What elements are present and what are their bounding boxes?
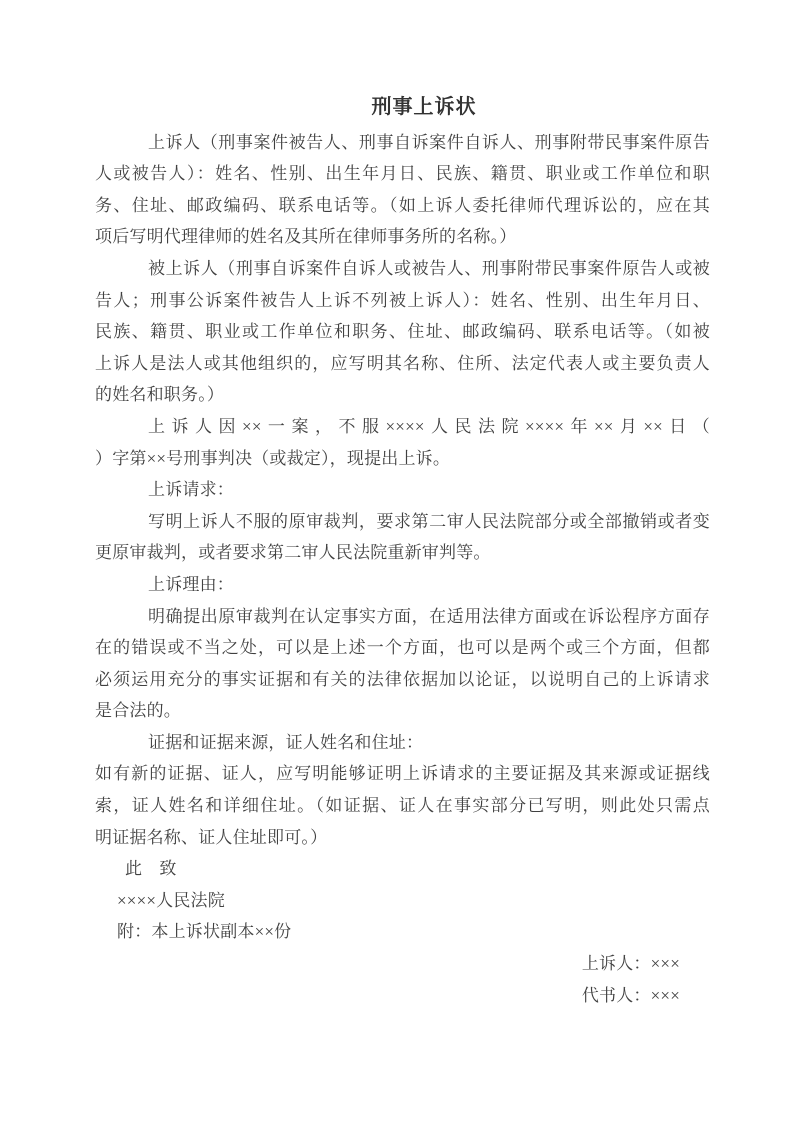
evidence-paragraph <box>95 758 710 853</box>
appellee-line-1: 被上诉人（刑事自诉案件自诉人或被告人、刑事附带民事案件原告人或被 <box>148 258 710 278</box>
appellant-line-3: 务、住址、邮政编码、联系电话等。（如上诉人委托律师代理诉讼的，应在其 <box>95 195 710 215</box>
document-content <box>95 0 710 1011</box>
request-line-1: 写明上诉人不服的原审裁判，要求第二审人民法院部分或全部撤销或者变 <box>148 511 710 531</box>
signature-scribe: 代书人：××× <box>581 985 680 1005</box>
appellant-line-2: 人或被告人）：姓名、性别、出生年月日、民族、籍贯、职业或工作单位和职 <box>95 164 710 184</box>
closing-attachment: 附：本上诉状副本××份 <box>117 922 292 942</box>
reason-line-3: 必须运用充分的事实证据和有关的法律依据加以论证，以说明自己的上诉请求 <box>95 669 710 689</box>
evidence-line-3: 明证据名称、证人住址即可。） <box>95 827 328 847</box>
appellee-paragraph <box>95 253 710 411</box>
evidence-line-2: 索，证人姓名和详细住址。（如证据、证人在事实部分已写明，则此处只需点 <box>95 796 710 816</box>
appellee-line-2: 告人；刑事公诉案件被告人上诉不列被上诉人）：姓名、性别、出生年月日、 <box>95 290 710 310</box>
reason-line-2: 在的错误或不当之处，可以是上述一个方面，也可以是两个或三个方面，但都 <box>95 638 710 658</box>
appellant-line-1: 上诉人（刑事案件被告人、刑事自诉案件自诉人、刑事附带民事案件原告 <box>148 132 710 152</box>
case-paragraph <box>95 411 710 474</box>
reason-line-1: 明确提出原审裁判在认定事实方面，在适用法律方面或在诉讼程序方面存 <box>148 606 710 626</box>
reason-line-4: 是合法的。 <box>95 701 181 721</box>
closing-salute: 此 致 <box>125 859 177 879</box>
appellant-paragraph <box>95 127 710 253</box>
signature-appellant: 上诉人：××× <box>581 954 680 974</box>
appellee-line-4: 上诉人是法人或其他组织的，应写明其名称、住所、法定代表人或主要负责人 <box>95 353 710 373</box>
appeal-request-paragraph <box>95 506 710 569</box>
appellee-line-5: 的姓名和职务。） <box>95 385 225 405</box>
appeal-reason-paragraph <box>95 601 710 727</box>
appellant-line-4: 项后写明代理律师的姓名及其所在律师事务所的名称。） <box>95 227 517 247</box>
appeal-request-heading: 上诉请求： <box>148 480 234 500</box>
evidence-line-1: 如有新的证据、证人，应写明能够证明上诉请求的主要证据及其来源或证据线 <box>95 764 710 784</box>
case-line-2: ）字第××号刑事判决（或裁定），现提出上诉。 <box>95 448 451 468</box>
signature-block <box>95 948 710 1011</box>
document-title: 刑事上诉状 <box>371 96 477 118</box>
appellee-line-3: 民族、籍贯、职业或工作单位和职务、住址、邮政编码、联系电话等。（如被 <box>95 322 710 342</box>
case-line-1: 上诉人因××一案，不服××××人民法院××××年××月××日（ <box>148 416 710 436</box>
closing-block <box>95 853 710 948</box>
evidence-heading: 证据和证据来源，证人姓名和住址： <box>148 732 424 752</box>
appeal-reason-heading: 上诉理由： <box>148 574 234 594</box>
request-line-2: 更原审裁判，或者要求第二审人民法院重新审判等。 <box>95 543 491 563</box>
closing-court: ××××人民法院 <box>117 890 225 910</box>
